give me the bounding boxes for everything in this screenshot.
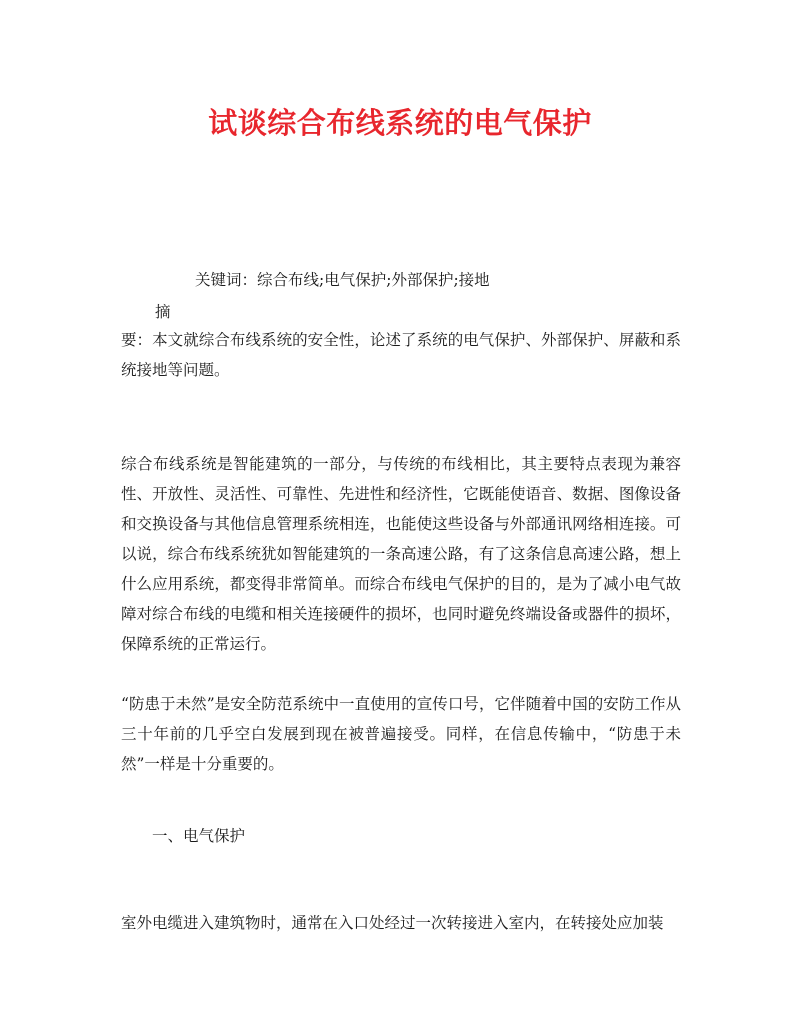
abstract-text: 要：本文就综合布线系统的安全性，论述了系统的电气保护、外部保护、屏蔽和系统接地等问题。	[121, 331, 681, 379]
abstract-text-block	[121, 325, 681, 385]
body-paragraph: “防患于未然”是安全防范系统中一直使用的宣传口号，它伴随着中国的安防工作从三十年前的几乎空白发展到现在被普遍接受。同样，在信息传输中，“防患于未然”一样是十分重要的。	[121, 695, 681, 773]
body-paragraph-block	[121, 449, 681, 659]
body-paragraph: 室外电缆进入建筑物时，通常在入口处经过一次转接进入室内，在转接处应加装	[121, 914, 664, 932]
body-paragraph-block	[121, 689, 681, 779]
section-heading: 一、电气保护	[152, 827, 246, 845]
body-paragraph: 综合布线系统是智能建筑的一部分，与传统的布线相比，其主要特点表现为兼容性、开放性、灵活性、可靠性、先进性和经济性，它既能使语音、数据、图像设备和交换设备与其他信息管理系统相连，也能使这些设备与外部通讯网络相连接。可以说，综合布线系统犹如智能建筑的一条高速公路，有了这条信息高速公路，想上什么应用系统，都变得非常简单。而综合布线电气保护的目的，是为了减小电气故障对综合布线的电缆和相关连接硬件的损坏，也同时避免终端设备或器件的损坏，保障系统的正常运行。	[121, 455, 681, 653]
keywords-line: 关键词：综合布线;电气保护;外部保护;接地	[195, 271, 490, 289]
body-paragraph-block	[121, 908, 681, 938]
abstract-label: 摘	[155, 303, 171, 321]
document-title: 试谈综合布线系统的电气保护	[208, 106, 592, 140]
